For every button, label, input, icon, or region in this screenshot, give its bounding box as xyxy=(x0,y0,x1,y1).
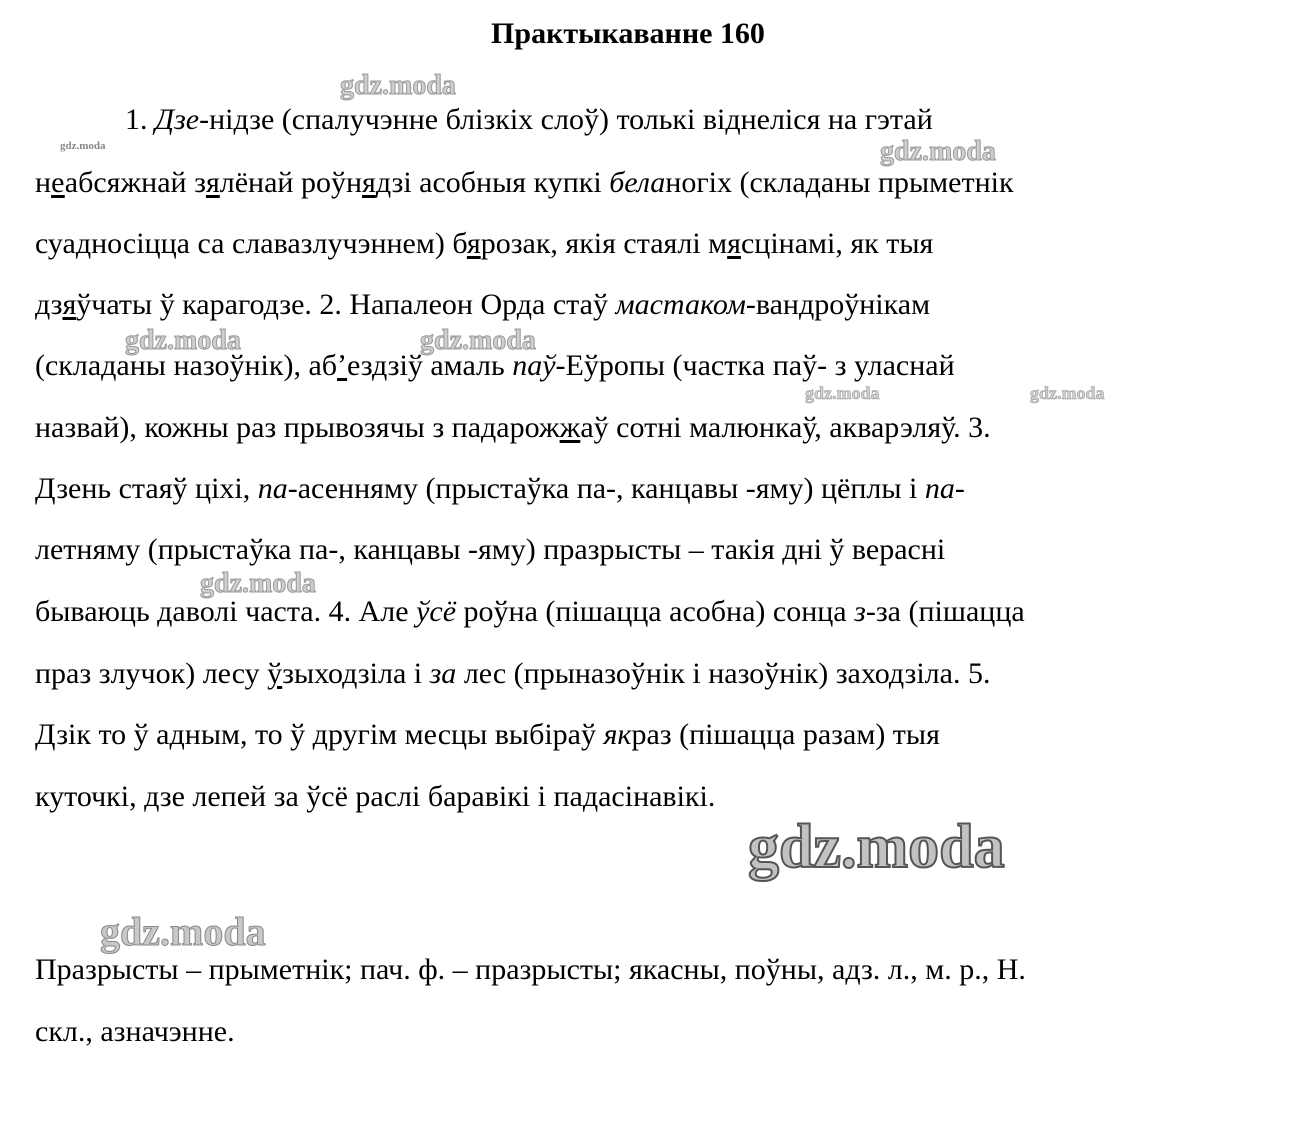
text-line-7: Дзень стаяў ціхі, па-асенняму (прыстаўка па-, канцавы -яму) цёплы і па- xyxy=(35,472,965,505)
watermark: gdz.moda xyxy=(420,325,536,356)
analysis-line-2: скл., азначэнне. xyxy=(35,1015,235,1048)
page-title: Практыкаванне 160 xyxy=(491,17,765,50)
watermark: gdz.moda xyxy=(100,909,266,954)
text-line-9: бываюць даволі часта. 4. Але ўсё роўна (пішацца асобна) сонца з-за (пішацца xyxy=(35,595,1025,628)
text-line-5: (складаны назоўнік), абʼездзіў амаль паў-Еўропы (часткa паў- з уласнай xyxy=(35,349,955,382)
watermark: gdz.moda xyxy=(340,70,456,101)
watermark: gdz.moda xyxy=(200,568,316,599)
text-line-2: неабсяжнай зялёнай роўнядзі асобныя купкі беланогіх (складаны прыметнік xyxy=(35,166,1014,199)
text-line-8: летняму (прыстаўка па-, канцавы -яму) празрысты – такія дні ў верасні xyxy=(35,533,946,566)
analysis-line-1: Празрысты – прыметнік; пач. ф. – празрысты; якасны, поўны, адз. л., м. р., Н. xyxy=(35,953,1026,986)
watermark: gdz.moda xyxy=(748,813,1005,881)
watermark: gdz.moda xyxy=(880,136,996,167)
text-line-3: суадносіцца са славазлучэннем) бярозак, якія стаялі мясцінамі, як тыя xyxy=(35,227,934,260)
text-line-6: назвай), кожны раз прывозячы з падарожжаў сотні малюнкаў, акварэляў. 3. xyxy=(35,411,991,444)
text-line-1: 1. Дзе-нідзе (спалучэнне блізкіх слоў) толькі віднеліся на гэтай xyxy=(125,103,933,136)
watermark: gdz.moda xyxy=(1030,383,1105,403)
text-line-4: дзяўчаты ў карагодзе. 2. Напалеон Орда стаў мастаком-вандроўнікам xyxy=(35,288,931,321)
watermark: gdz.moda xyxy=(60,140,106,152)
text-line-12: куточкі, дзе лепей за ўсё раслі баравікі і падасінавікі. xyxy=(35,780,716,813)
text-line-10: праз злучок) лесу ўзыходзіла і за лес (прыназоўнік і назоўнік) заходзіла. 5. xyxy=(35,657,991,690)
text-line-11: Дзік то ў адным, то ў другім месцы выбіраў якраз (пішацца разам) тыя xyxy=(35,718,940,751)
watermark: gdz.moda xyxy=(805,383,880,403)
watermark: gdz.moda xyxy=(125,325,241,356)
